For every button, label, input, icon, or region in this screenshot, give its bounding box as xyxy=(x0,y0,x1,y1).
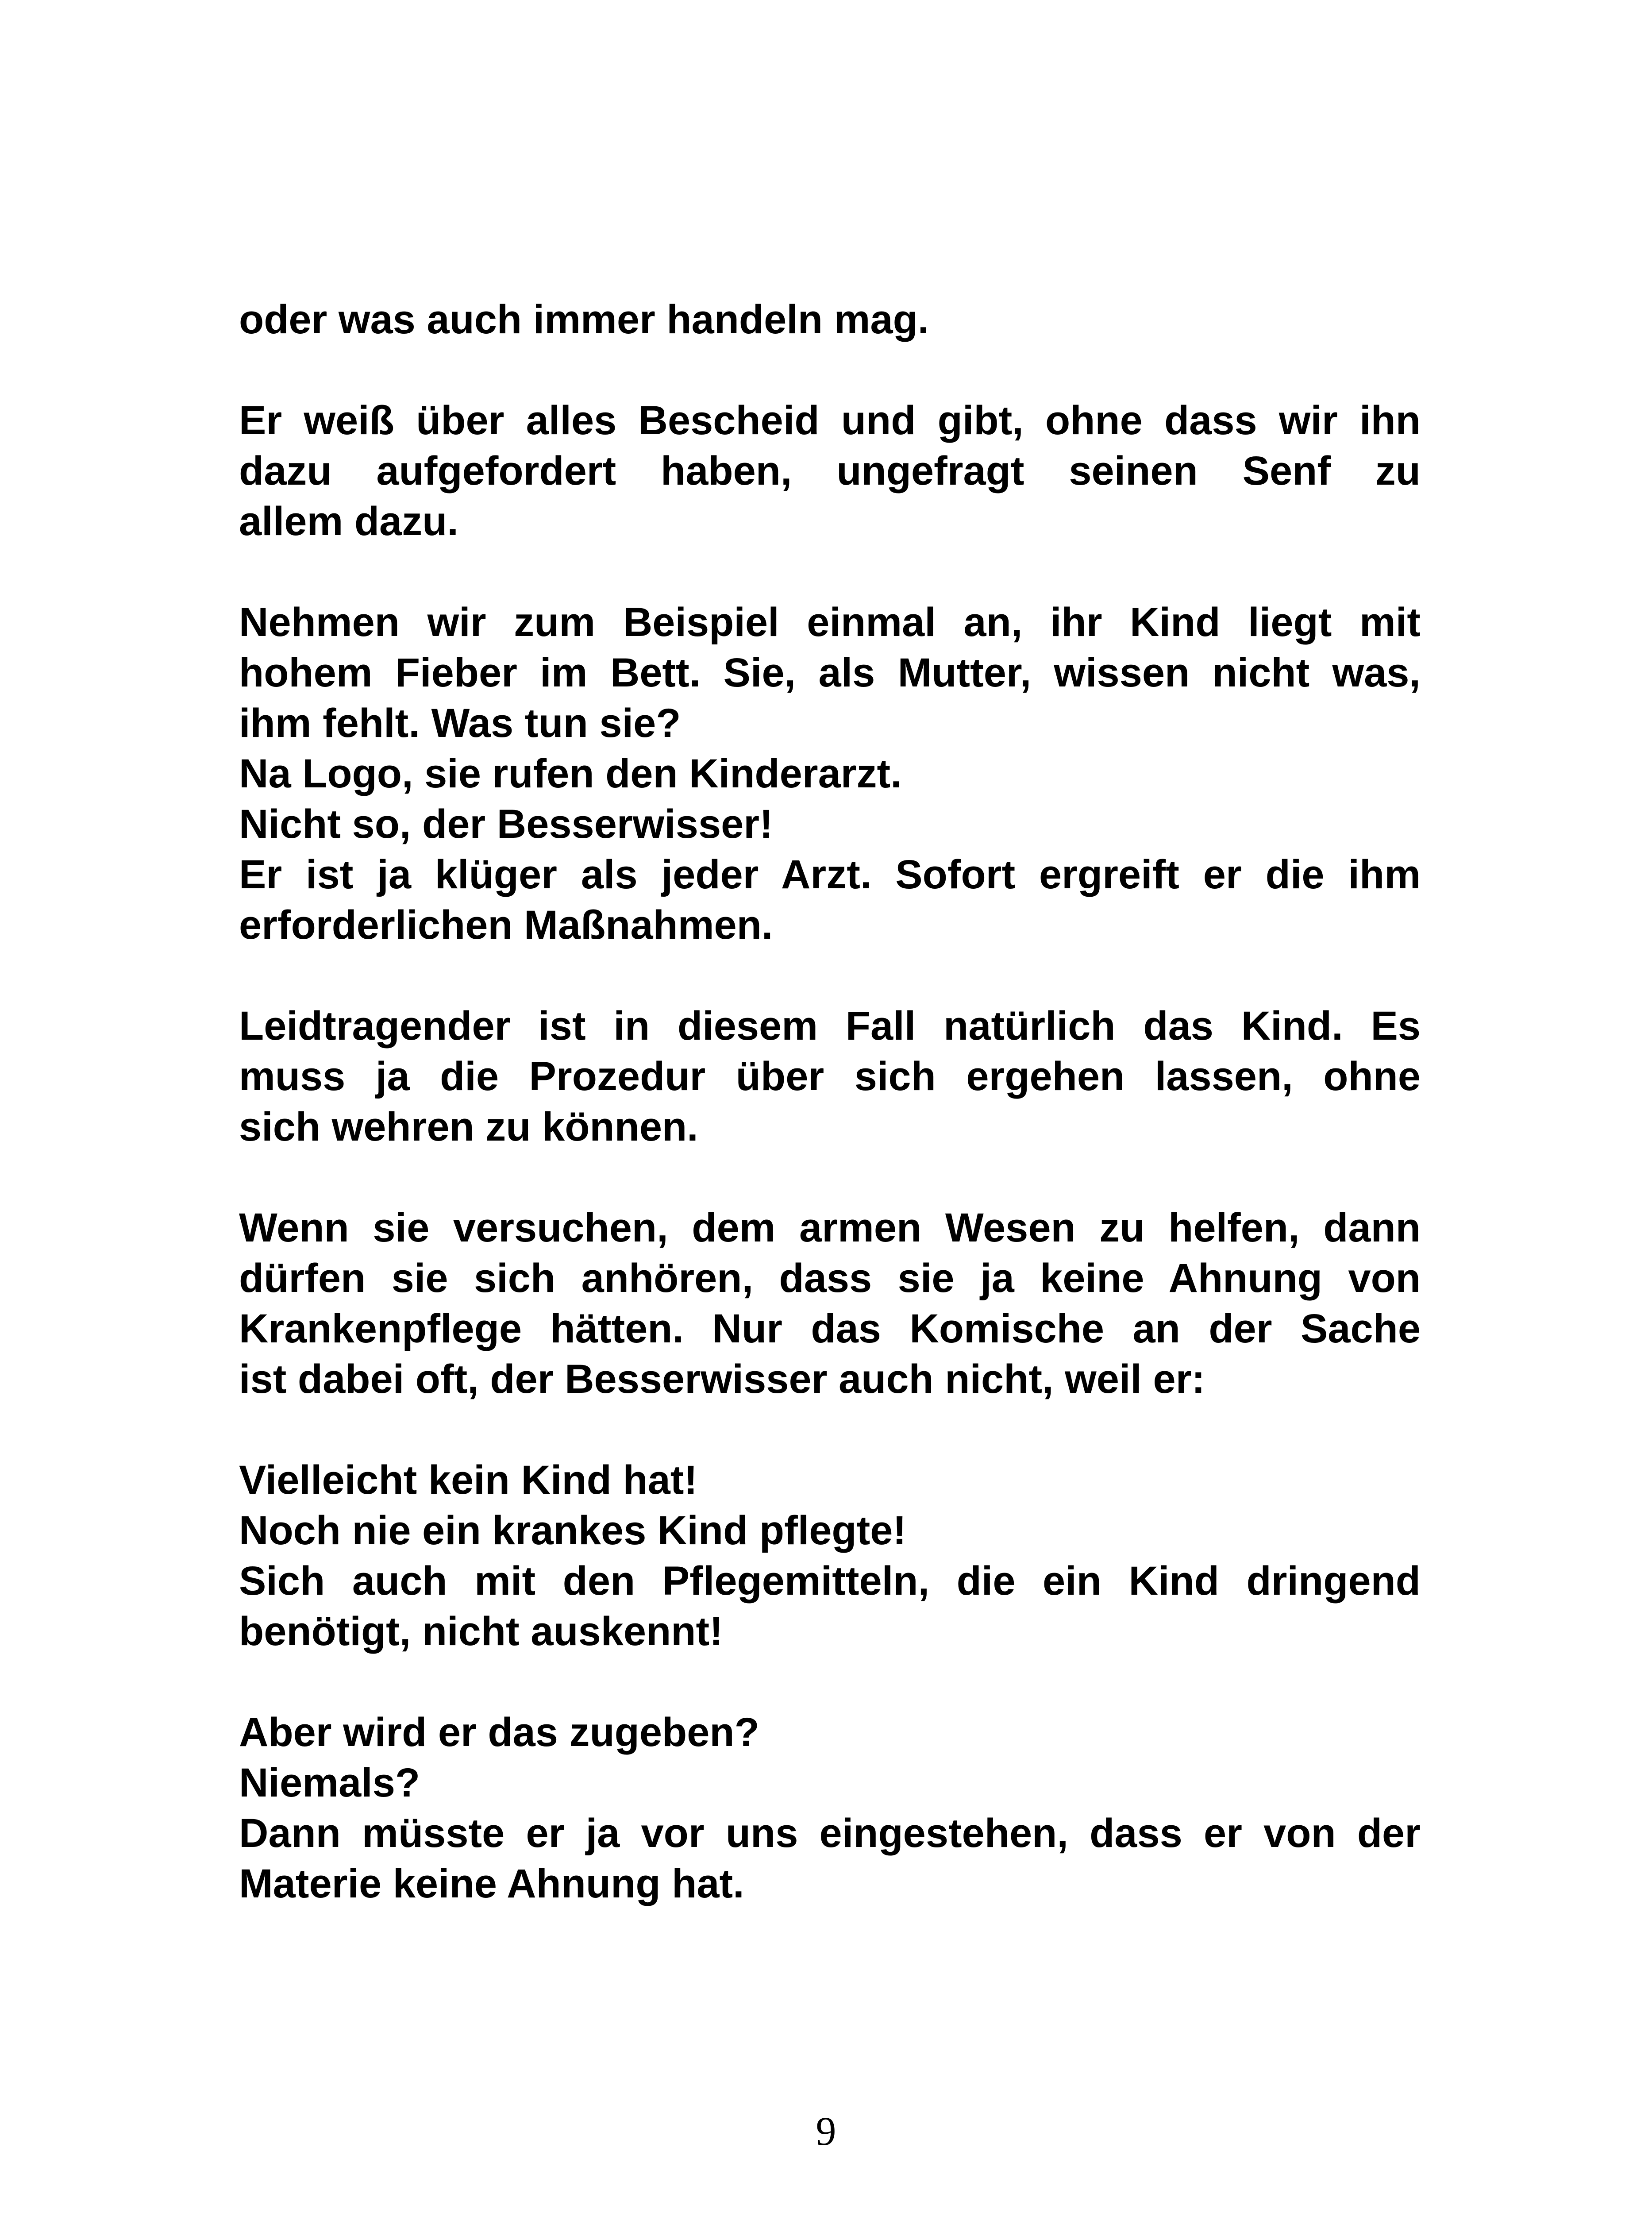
text-line: oder was auch immer handeln mag. xyxy=(239,297,929,342)
paragraph xyxy=(239,597,1421,950)
text-line: dazu aufgefordert haben, ungefragt seinen Senf zu xyxy=(239,448,1421,493)
page-number: 9 xyxy=(816,2109,836,2154)
paragraph xyxy=(239,1001,1421,1152)
text-line: Sich auch mit den Pflegemitteln, die ein Kind dringend xyxy=(239,1558,1421,1604)
text-line: muss ja die Prozedur über sich ergehen lassen, ohne xyxy=(239,1054,1421,1099)
body-text xyxy=(239,294,1421,1959)
text-line: Materie keine Ahnung hat. xyxy=(239,1861,744,1906)
text-line: ihm fehlt. Was tun sie? xyxy=(239,701,681,746)
text-line: Er weiß über alles Bescheid und gibt, ohne dass wir ihn xyxy=(239,398,1421,443)
paragraph xyxy=(239,1455,1421,1657)
text-line: ist dabei oft, der Besserwisser auch nicht, weil er: xyxy=(239,1357,1205,1402)
text-line: Nicht so, der Besserwisser! xyxy=(239,802,773,847)
paragraph xyxy=(239,1203,1421,1404)
text-line: hohem Fieber im Bett. Sie, als Mutter, wissen nicht was, xyxy=(239,650,1421,695)
text-line: allem dazu. xyxy=(239,499,458,544)
text-line: Wenn sie versuchen, dem armen Wesen zu helfen, dann xyxy=(239,1205,1421,1250)
text-line: Niemals? xyxy=(239,1760,420,1805)
paragraph xyxy=(239,395,1421,547)
text-line: Leidtragender ist in diesem Fall natürlich das Kind. Es xyxy=(239,1003,1421,1049)
text-line: benötigt, nicht auskennt! xyxy=(239,1609,723,1654)
text-line: Aber wird er das zugeben? xyxy=(239,1710,759,1755)
text-line: erforderlichen Maßnahmen. xyxy=(239,902,773,948)
text-line: Vielleicht kein Kind hat! xyxy=(239,1457,698,1503)
text-line: Dann müsste er ja vor uns eingestehen, dass er von der xyxy=(239,1811,1421,1856)
text-line: sich wehren zu können. xyxy=(239,1104,698,1149)
paragraph xyxy=(239,294,1421,345)
text-line: Na Logo, sie rufen den Kinderarzt. xyxy=(239,751,902,796)
text-line: Nehmen wir zum Beispiel einmal an, ihr Kind liegt mit xyxy=(239,600,1421,645)
text-line: dürfen sie sich anhören, dass sie ja keine Ahnung von xyxy=(239,1256,1421,1301)
text-line: Krankenpflege hätten. Nur das Komische an der Sache xyxy=(239,1306,1421,1351)
text-line: Er ist ja klüger als jeder Arzt. Sofort ergreift er die ihm xyxy=(239,852,1421,897)
text-line: Noch nie ein krankes Kind pflegte! xyxy=(239,1508,907,1553)
paragraph xyxy=(239,1707,1421,1909)
